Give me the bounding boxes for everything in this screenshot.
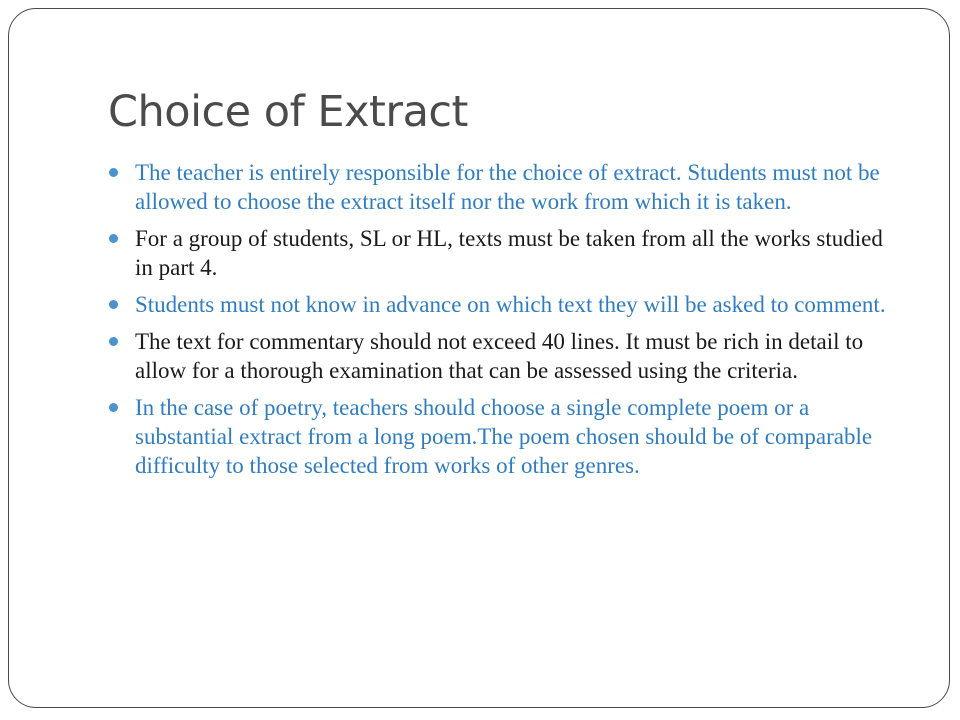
- bullet-list: [106, 158, 896, 488]
- bullet-text: The text for commentary should not exceed 40 lines. It must be rich in detail to allow for a thorough examination that can be assessed using the criteria.: [135, 329, 864, 383]
- bullet-item-2: [106, 224, 896, 282]
- bullet-dot-icon: [109, 234, 118, 243]
- bullet-dot-icon: [109, 168, 118, 177]
- bullet-dot-icon: [109, 337, 118, 346]
- slide-title: Choice of Extract: [108, 87, 468, 137]
- bullet-item-1: [106, 158, 896, 216]
- bullet-dot-icon: [109, 300, 118, 309]
- bullet-text: The teacher is entirely responsible for the choice of extract. Students must not be allowed to choose the extract itself nor the work from which it is taken.: [135, 160, 880, 214]
- bullet-dot-icon: [109, 403, 118, 412]
- bullet-item-5: [106, 393, 896, 480]
- bullet-text: In the case of poetry, teachers should choose a single complete poem or a substantial extract from a long poem.The poem chosen should be of comparable difficulty to those selected from works of other genres.: [135, 395, 873, 478]
- bullet-text: Students must not know in advance on which text they will be asked to comment.: [135, 292, 886, 317]
- bullet-item-3: [106, 290, 896, 319]
- bullet-text: For a group of students, SL or HL, texts must be taken from all the works studied in part 4.: [135, 226, 883, 280]
- bullet-item-4: [106, 327, 896, 385]
